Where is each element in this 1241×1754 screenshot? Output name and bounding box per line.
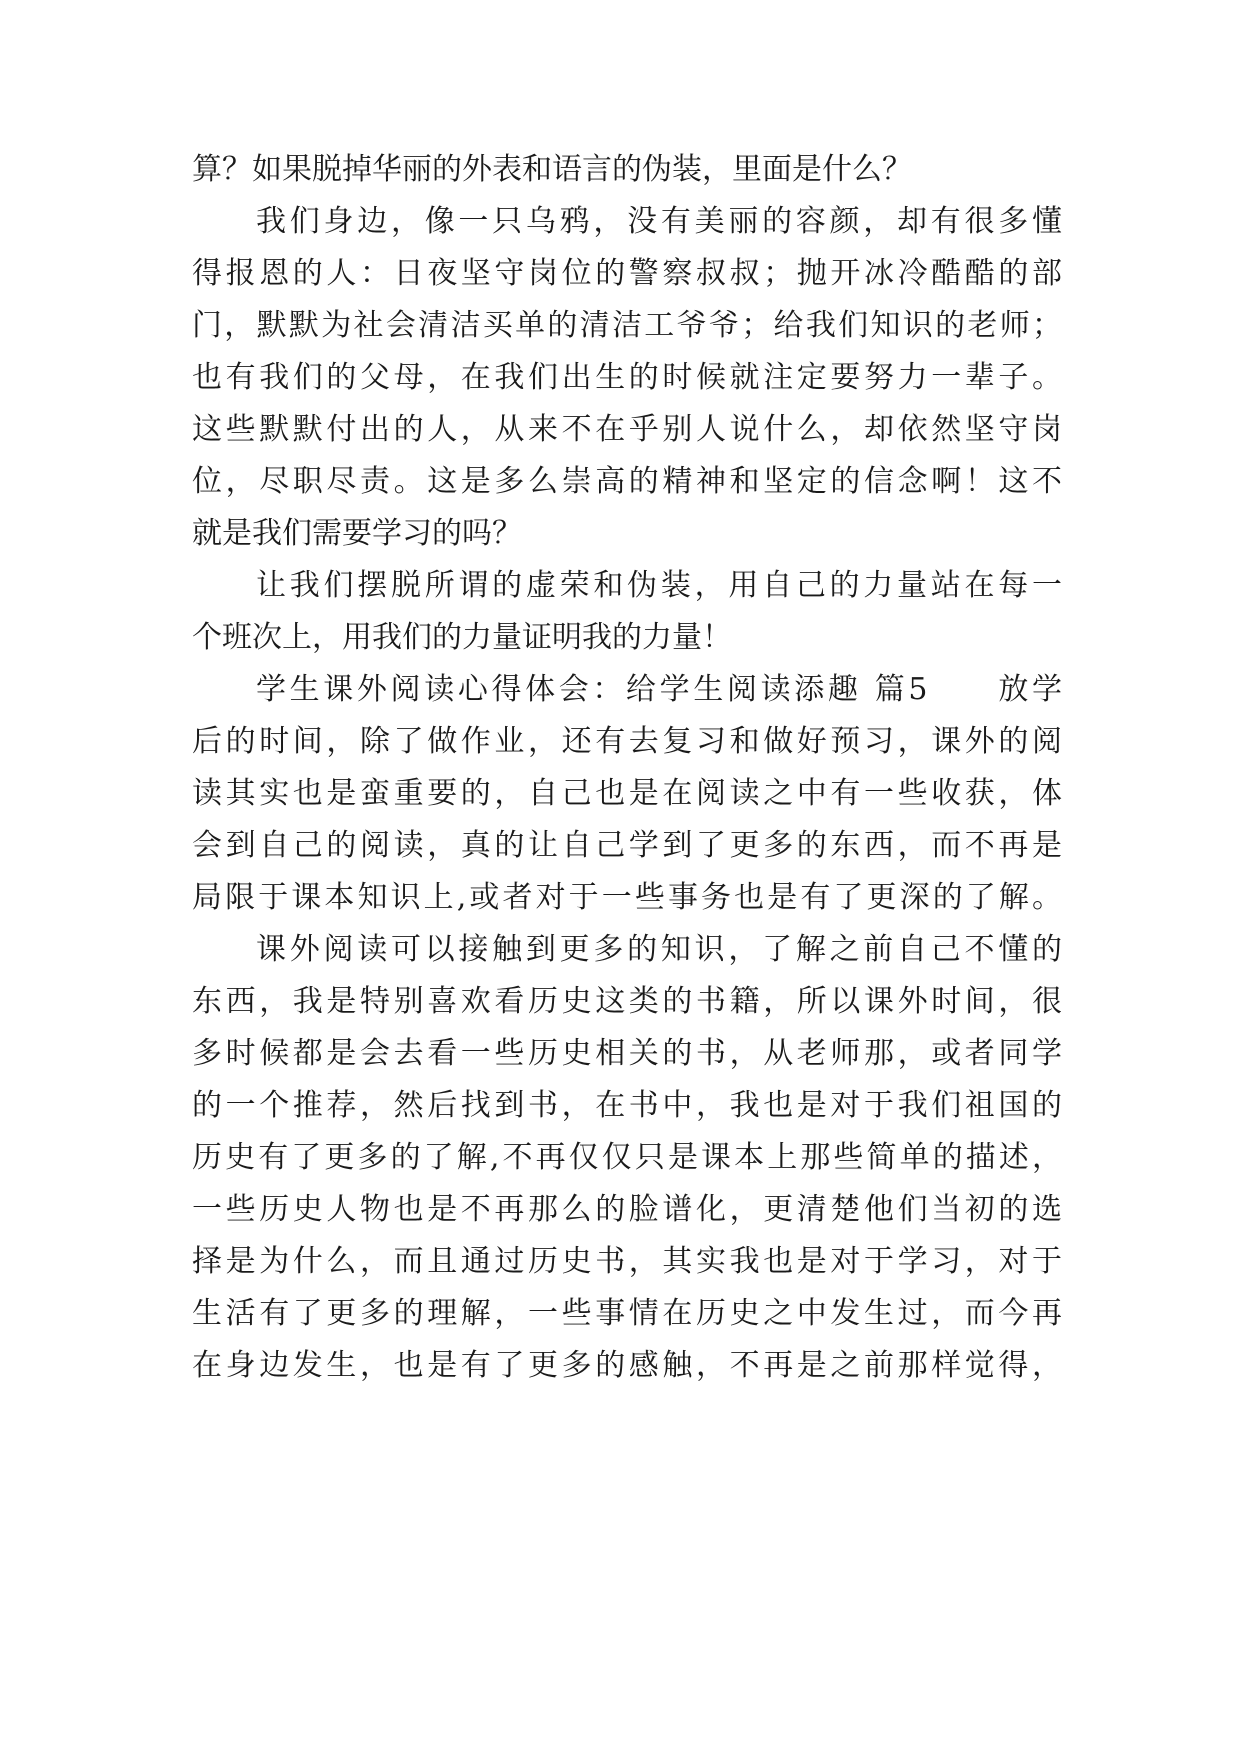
text-line: 在身边发生，也是有了更多的感触，不再是之前那样觉得，	[192, 1348, 1062, 1383]
text-line: 就是我们需要学习的吗？	[192, 516, 522, 551]
text-line: 算？如果脱掉华丽的外表和语言的伪装，里面是什么？	[192, 152, 912, 187]
text-line: 的一个推荐，然后找到书，在书中，我也是对于我们祖国的	[192, 1088, 1062, 1123]
text-line: 多时候都是会去看一些历史相关的书，从老师那，或者同学	[192, 1036, 1062, 1071]
text-line: 择是为什么，而且通过历史书，其实我也是对于学习，对于	[192, 1244, 1062, 1279]
paragraph-start-line: 我们身边，像一只乌鸦，没有美丽的容颜，却有很多懂	[256, 204, 1062, 239]
text-line: 一些历史人物也是不再那么的脸谱化，更清楚他们当初的选	[192, 1192, 1062, 1227]
text-line: 也有我们的父母，在我们出生的时候就注定要努力一辈子。	[192, 360, 1062, 395]
text-line: 生活有了更多的理解，一些事情在历史之中发生过，而今再	[192, 1296, 1062, 1331]
text-line: 个班次上，用我们的力量证明我的力量！	[192, 620, 732, 655]
text-line: 会到自己的阅读，真的让自己学到了更多的东西，而不再是	[192, 828, 1062, 863]
text-line: 位，尽职尽责。这是多么崇高的精神和坚定的信念啊！这不	[192, 464, 1062, 499]
paragraph-start-line: 课外阅读可以接触到更多的知识，了解之前自己不懂的	[256, 932, 1062, 967]
paragraph-start-line: 让我们摆脱所谓的虚荣和伪装，用自己的力量站在每一	[256, 568, 1062, 603]
text-line: 历史有了更多的了解,不再仅仅只是课本上那些简单的描述，	[192, 1140, 1062, 1175]
section-heading-line: 学生课外阅读心得体会：给学生阅读添趣 篇5 放学	[256, 672, 1062, 707]
text-line: 门，默默为社会清洁买单的清洁工爷爷；给我们知识的老师；	[192, 308, 1062, 343]
text-line: 东西，我是特别喜欢看历史这类的书籍，所以课外时间，很	[192, 984, 1062, 1019]
text-line: 读其实也是蛮重要的，自己也是在阅读之中有一些收获，体	[192, 776, 1062, 811]
text-line: 后的时间，除了做作业，还有去复习和做好预习，课外的阅	[192, 724, 1062, 759]
text-line: 这些默默付出的人，从来不在乎别人说什么，却依然坚守岗	[192, 412, 1062, 447]
text-line: 得报恩的人：日夜坚守岗位的警察叔叔；抛开冰冷酷酷的部	[192, 256, 1062, 291]
text-line: 局限于课本知识上,或者对于一些事务也是有了更深的了解。	[192, 880, 1062, 915]
